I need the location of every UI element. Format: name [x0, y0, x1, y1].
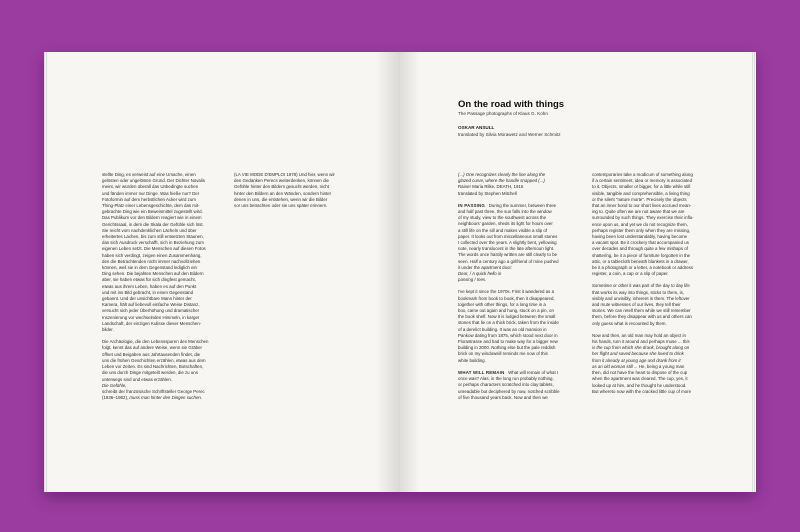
text-line: together with other things, for a long time in a [458, 301, 546, 307]
text-line: or the silent "nature morte". Precisely the objects [592, 196, 687, 202]
text-line: öffnet und Beigaben aus Jahrtausenden findet, die [102, 351, 201, 357]
text-line: stories. We can retell them while we still remember [592, 308, 691, 314]
text-line: glazed curve, where the handle snapped (...) [458, 178, 545, 184]
text-line: visible, tangible and comprehensible, a living thing [592, 190, 690, 196]
text-line: the book shelf. Now it is lodged between the small [458, 314, 556, 320]
text-line: Thing-Platz einer Lebensgeschichte, dem das mit- [102, 203, 200, 209]
text-line: box, came out again and hung, stuck on a pin, on [458, 308, 554, 314]
text-line: a vacant spot. Be it crockery that accompanied us [592, 240, 689, 246]
text-line: hinter den Bildern an den Wänden, sondern hinter [234, 190, 332, 196]
text-line: when the apartment was cleared. The cup, yes, it [592, 376, 688, 382]
text-line: contemporaries take a modicum of something along [592, 172, 693, 177]
left-column-1 [102, 172, 232, 407]
text-line: white building. [458, 357, 486, 363]
text-line: denen in uns, die entstehen, wenn wir die Bilder [234, 196, 328, 202]
text-line: Rainer Maria Rilke, DEATH, 1915 [458, 184, 524, 190]
text-line: But whereto now with the cracked little cup of more [592, 388, 692, 394]
text-line: gebrachte Ding wie ein Beweismittel zugestellt wird. [102, 209, 203, 215]
text-line: uns die frühen Geschichten erzählen, etwas aus dem [102, 357, 206, 363]
text-line: stones that lie on a thick brick, taken from the inside [458, 320, 559, 326]
text-line: of five thousand years back. Now and then we [458, 394, 548, 400]
text-line: having been lost understandably, having become [592, 234, 688, 240]
text-line: building in 2000. Nothing else but the pale reddish [458, 345, 556, 351]
text-span: (1936–1982), [102, 395, 129, 401]
left-column-2 [234, 172, 364, 215]
paragraph [592, 333, 722, 395]
text-line: stellte Ding, es verweist auf eine Ursache, einen [102, 172, 196, 177]
text-line: to it. Objects, smaller or bigger, for a little while still [592, 184, 691, 190]
text-line: meint, wir würden überall das Unbedingte suchen [102, 184, 199, 190]
text-line: brick on my windowsill reminds me now of this [458, 351, 548, 357]
text-line: then, did not have the heart to dispose of the cup [592, 370, 688, 376]
text-line: a still life on the sill and makes visible a slip of [458, 227, 548, 233]
text-line: Kamera, hält auf liebevoll einfache Weise Distanz, [102, 302, 200, 308]
text-line: I've kept it since the 1970s. First it wandered as a [458, 289, 555, 295]
right-column-2 [592, 172, 722, 401]
text-line: The words once hastily written are still clearly to be [458, 252, 558, 258]
text-line: erheitertes Lachen, bis zum still entsetzten Staunen, [102, 234, 204, 240]
text-line: and half past three, the sun falls into the window [458, 209, 552, 215]
text-span: During the summer, between three [488, 202, 557, 208]
article-title: On the road with things [458, 99, 565, 110]
text-line: paper. It looks out from miscellaneous small stones [458, 233, 558, 239]
text-line: note, nearly translucent in the late afternoon light. [458, 246, 555, 252]
italic-text: muss man hinter den Dingen suchen. [129, 395, 203, 401]
text-line: etwas aus ihrem Leben, haben es auf den Punkt [102, 283, 197, 289]
open-book [44, 52, 756, 492]
text-line: and mute witnesses of our lives, they tell their [592, 302, 681, 308]
text-line: unreadable but deciphered by now, notched scribble [458, 388, 560, 394]
gutter-shadow [400, 52, 420, 492]
text-line: her flight and saved because she loved to drink [592, 351, 684, 357]
text-line: können, weil sie in dem Gegenstand lediglich ein [102, 265, 197, 271]
paragraph [592, 283, 722, 326]
article-subtitle: The Passage photographs of Klaus G. Kohn [458, 111, 548, 116]
page-edge [752, 52, 756, 492]
text-line: und fänden immer nur Dinge. Was hieße nur? Der [102, 190, 200, 196]
text-line: den die Betrachtenden nicht immer nachvollziehen [102, 258, 201, 264]
text-line: that an inner bond to our short lives accrued mean- [592, 203, 692, 209]
text-line: gebannt. Und der unsichtbare Mann hinter der [102, 296, 192, 302]
text-line: (...) One recognizes clearly the line along the [458, 172, 546, 177]
page-edge [44, 52, 48, 492]
text-line: eigenen Leben setzt. Die Menschen auf diesen Fotos [102, 246, 206, 252]
article-author: OSKAR ANSULL [458, 125, 495, 130]
text-line: Die Archäologie, die den Lebensspuren des Menschen [102, 339, 209, 345]
text-line: Gerichtssaal, in dem die Skala der Gefühle sich löst. [102, 221, 204, 227]
text-line: over decades and through quite a few mishaps of [592, 246, 688, 252]
text-line: Leben vor Zeiten. Es sind Nachrichten, Botschaften, [102, 364, 204, 370]
text-line: be it a photograph or a letter, a notebook or address [592, 265, 694, 271]
paragraph-in-passing [458, 203, 586, 284]
text-line: Fotoformin auf dem herbstlichen Acker wird zum [102, 196, 196, 202]
gutter-shadow [376, 52, 400, 492]
paragraph [102, 339, 232, 401]
italic-text: as an old woman still ... [592, 363, 638, 369]
paragraph [102, 172, 232, 333]
text-line: Das Publikum vor den Bildern reagiert wie in einem [102, 215, 202, 221]
text-line: from it already at young age and drank from it [592, 357, 681, 363]
italic-text: this [682, 339, 690, 345]
paragraph-what-will-remain [458, 370, 586, 401]
text-span: He, being a young man [638, 363, 685, 369]
text-line: (LA VIE MODE D'EMPLOI 1978) Und hier, wenn wir [234, 172, 335, 177]
italic-text: Dear, / A quick hello in [458, 271, 502, 277]
text-line: Sometime or other it was part of the day to day life [592, 283, 690, 289]
text-line: Pankow dating from 1875, which stood next door in [458, 332, 558, 338]
text-line: or perhaps characters scratched into clay tablets, [458, 382, 554, 388]
paragraph [592, 172, 722, 277]
text-line: shattering, be it a piece of furniture forgotten in the [592, 252, 691, 258]
text-line: bookmark from book to book, then it disappeared, [458, 295, 555, 301]
text-line: register, a coin, a cap or a slip of paper. [592, 271, 669, 277]
text-line: versucht sich jeder Überhöhung und dramatischer [102, 308, 200, 314]
text-line: if a certain sentiment, idea or memory is associated [592, 178, 693, 184]
text-line: schreibt der französische Schriftsteller George Perec [102, 388, 205, 394]
section-label: IN PASSING [458, 202, 486, 208]
text-line: only guess what is recounted by them. [592, 320, 667, 326]
text-line: unterwegs sind und etwas erzählen. [102, 376, 173, 382]
text-line: visibly and unvisibly, inherent in them. The leftover [592, 295, 690, 301]
left-page [44, 52, 400, 492]
text-line: seen. Half a century ago a girlfriend of mine pushed [458, 258, 559, 264]
text-line: Inszenierung vor wechselnden Himmeln, in karger [102, 314, 200, 320]
text-line: gelösten oder ungelösten Grund. Der Dichter Novalis [102, 178, 205, 184]
text-line: das sich Ausdruck verschafft, sich in Beziehung zum [102, 240, 204, 246]
text-line: aber, sie haben etwas für sich dingfest gemacht, [102, 277, 196, 283]
right-column-1 [458, 172, 586, 407]
text-line: neighbours' garden, sheds its light for hours over [458, 221, 553, 227]
text-span: What will remain of what I [508, 369, 559, 375]
text-line: Sie reicht vom nachdenklichen Lächeln und über [102, 227, 197, 233]
text-line: it under the apartment door: [458, 264, 513, 270]
text-line: Landschaft, der einzigen Kulisse dieser Menschen- [102, 320, 202, 326]
text-line: that works its way into things, sticks to them, is, [592, 289, 684, 295]
right-page [400, 52, 756, 492]
text-line: Gefühle hinter den Bildern gesucht werden, nicht [234, 184, 329, 190]
epigraph [458, 172, 586, 197]
text-line: Florastrasse and had to make way for a bigger new [458, 339, 558, 345]
text-line: surrounded by such things. They exercise their influ- [592, 215, 694, 221]
text-line: them, before they disappear with us and others can [592, 314, 692, 320]
text-line: folgt, kennt das auf andere Weise, wenn sie Gräber [102, 345, 202, 351]
text-line: den Gedanken Perecs weiterdenken, können die [234, 178, 329, 184]
text-line: of my study, view to the southwest across the [458, 215, 547, 221]
text-line: haben sich verdingt, zeigen einen Zusammenhang, [102, 252, 202, 258]
text-line: attic, or a tablecloth beneath blankets in a drawer, [592, 258, 689, 264]
text-line: translated by Stephen Mitchell [458, 190, 517, 196]
text-line: ence upon us, and yet we do not recognize them, [592, 221, 688, 227]
text-line: I collected over the years. A slightly bent, yellowing [458, 240, 557, 246]
text-line: looked up at him, and he thought he understood. [592, 382, 687, 388]
text-line: und mit ins Bild gebracht, in einen Gegenstand [102, 289, 194, 295]
text-line: is the cup from which she drank, brought along on [592, 345, 690, 351]
italic-text: Die Gefühle, [102, 382, 127, 388]
paragraph [234, 172, 364, 209]
text-line: Ding sehen. Die bejahten Menschen auf den Bildern [102, 271, 204, 277]
text-line: Now and then, an old man may hold an object in [592, 332, 686, 338]
text-line: bilder. [102, 327, 114, 333]
text-line: die uns durch Dinge mitgeteilt werden, die zu uns [102, 370, 198, 376]
text-span: his hands, turn it around and perhaps muse ... [592, 339, 682, 345]
text-line: of a derelict building. It was an old mansion in [458, 326, 547, 332]
article-translator: translated by Silvia Morawetz and Werner Schmitz [458, 132, 561, 137]
section-label: WHAT WILL REMAIN [458, 369, 505, 375]
paragraph [458, 289, 586, 363]
text-line: perhaps register them only when they are missing, [592, 227, 691, 233]
italic-text: passing / Ines. [458, 277, 487, 283]
text-line: ing to. Quite often we are not aware that we are [592, 209, 685, 215]
text-line: once was? Alas, in the long run probably nothing, [458, 376, 554, 382]
text-line: vor uns betrachten oder sie uns später erinnern. [234, 203, 328, 209]
